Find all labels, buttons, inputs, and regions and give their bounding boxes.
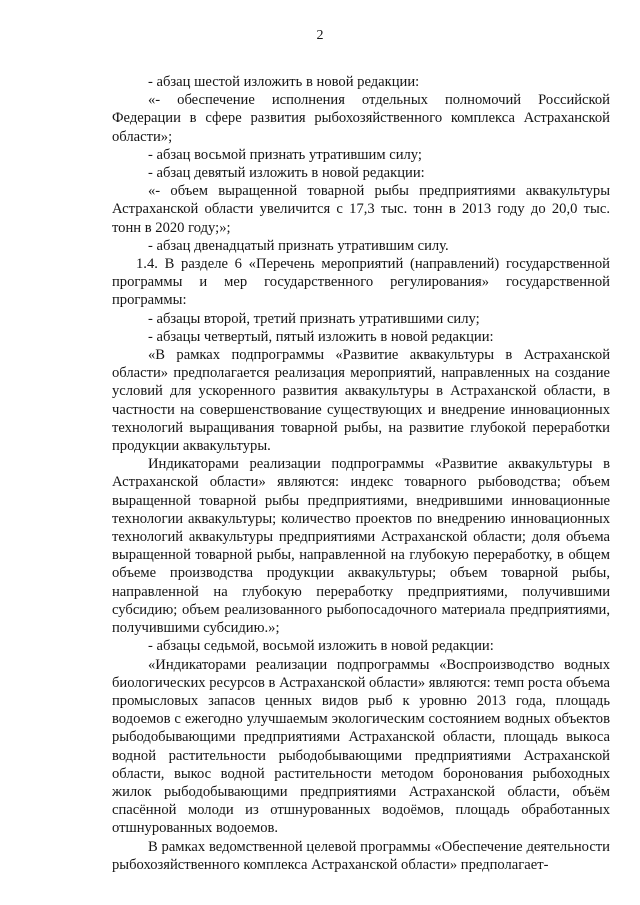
paragraph: - абзац двенадцатый признать утратившим силу. [148, 237, 449, 254]
paragraph: - абзацы второй, третий признать утратившими силу; [148, 310, 480, 327]
paragraph: - абзацы четвертый, пятый изложить в новой редакции: [148, 328, 494, 345]
paragraph: - абзацы седьмой, восьмой изложить в новой редакции: [148, 638, 494, 655]
document-body [112, 73, 610, 874]
paragraph: «В рамках подпрограммы «Развитие аквакультуры в Астраханской области» предполагается реализация мероприятий, направленных на создание условий для ускоренного развития аквакультуры в Астраханской области, в частности на совершенствование существующих и внедрение инновационных технологий выращивания товарной рыбы, на развитие глубокой переработки продукции аквакультуры. [112, 347, 610, 455]
paragraph: «- обеспечение исполнения отдельных полномочий Российской Федерации в сфере развития рыбохозяйственного комплекса Астраханской области»; [112, 92, 610, 145]
paragraph: Индикаторами реализации подпрограммы «Развитие аквакультуры в Астраханской области» являются: индекс товарного рыбоводства; объем выращенной товарной рыбы предприятиями, внедрившими инновационные технологии аквакультуры; количество проектов по внедрению инновационных технологий аквакультуры предприятиями Астраханской области; доля объема выращенной товарной рыбы, направленной на глубокую переработку, в общем объеме производства продукции аквакультуры; объем товарной рыбы, направленной на глубокую переработку предприятиями, получившими субсидию; объем реализованного рыбопосадочного материала предприятиями, получившими субсидию.»; [112, 456, 610, 637]
paragraph: «Индикаторами реализации подпрограммы «Воспроизводство водных биологических ресурсов в Астраханской области» являются: темп роста объема промысловых запасов ценных видов рыб к уровню 2013 года, площадь водоемов с ежегодно улучшаемым экологическим состоянием водных объектов рыбодобывающими предприятиями Астраханской области, площадь выкоса водной растительности рыбодобывающими предприятиями Астраханской области, выкос водной растительности методом боронования рыбоходных жилок рыбодобывающими предприятиями Астраханской области, объём спасённой молоди из отшнурованных водоёмов, площадь обработанных отшнурованных водоемов. [112, 656, 610, 837]
paragraph: В рамках ведомственной целевой программы «Обеспечение деятельности рыбохозяйственного комплекса Астраханской области» предполагает- [112, 838, 610, 873]
paragraph: - абзац восьмой признать утратившим силу; [148, 146, 422, 163]
paragraph: 1.4. В разделе 6 «Перечень мероприятий (направлений) государственной программы и мер государственного регулирования» государственной программы: [112, 256, 610, 309]
paragraph: - абзац девятый изложить в новой редакции: [148, 165, 425, 182]
page-number: 2 [316, 28, 324, 43]
paragraph: «- объем выращенной товарной рыбы предприятиями аквакультуры Астраханской области увеличится с 17,3 тыс. тонн в 2013 году до 20,0 тыс. тонн в 2020 году;»; [112, 183, 610, 236]
paragraph: - абзац шестой изложить в новой редакции: [148, 74, 420, 90]
